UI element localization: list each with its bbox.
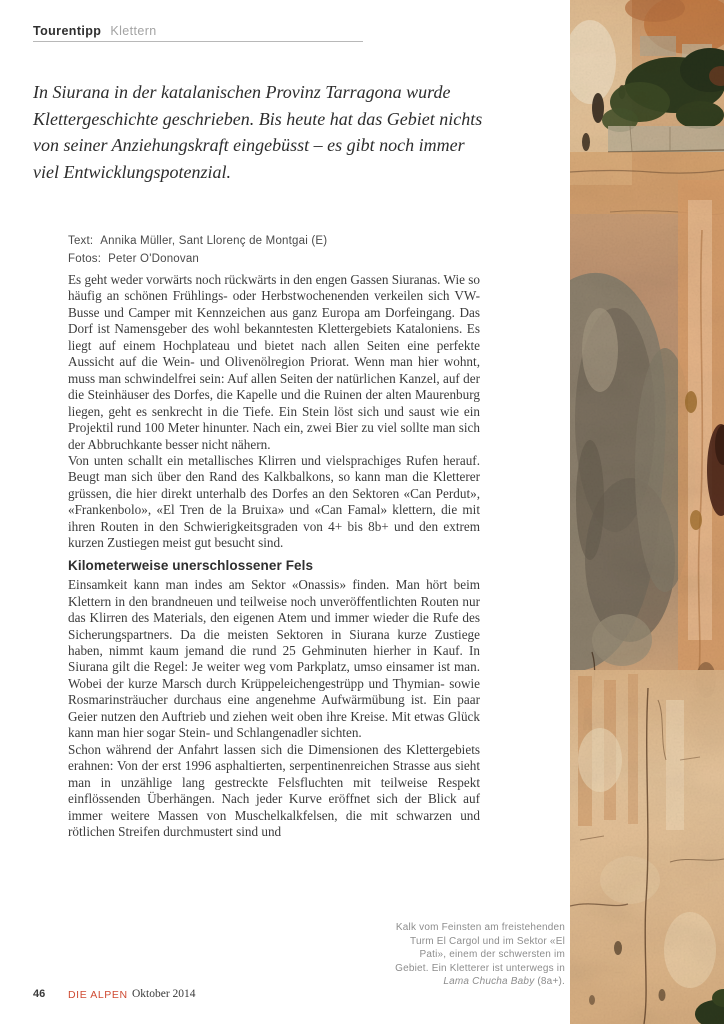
credit-fotos-line	[68, 251, 327, 269]
credit-text-label: Text:	[68, 235, 94, 247]
credit-text-value: Annika Müller, Sant Llorenç de Montgai (E)	[100, 235, 328, 247]
kicker-topic-label: Klettern	[110, 24, 157, 38]
body-paragraph-2: Von unten schallt ein metallisches Klirren und vielsprachiges Rufen herauf. Beugt man sich über den Rand des Kalkbalkons, so kann man die Kletterer grüssen, die hier direkt unterhalb des Dorfes an den Sektoren «Can Perdut», «Frankenbolo», «El Tren de la Bruixa» und «Can Famal» klettern, die mit ihren Routen in den Schwierigkeitsgraden von 4+ bis 8b+ und den extrem kurzen Zustiegen meist gut besucht sind.	[68, 452, 480, 551]
caption-text: Kalk vom Feinsten am freistehenden Turm El Cargol und im Sektor «El Pati», einem der schwersten im Gebiet. Ein Kletterer ist unterwegs in	[395, 922, 565, 974]
article-body	[68, 272, 480, 840]
kicker-rule	[33, 41, 363, 42]
caption-route-name: Lama Chucha Baby	[443, 976, 535, 987]
kicker	[33, 24, 157, 38]
body-paragraph-1: Es geht weder vorwärts noch rückwärts in den engen Gassen Siuranas. Wie so häufig an schönen Frühlings- oder Herbstwochenenden verkeilen sich VW-Busse und Camper mit Kennzeichen aus ganz Europa am Dorfeingang. Das Dorf ist Namensgeber des wohl bekanntesten Klettergebiets Kataloniens. Es liegt auf einem Hochplateau und bietet nach allen Seiten eine perfekte Aussicht auf die Wein- und Olivenölregion Priorat. Wenn man hier wohnt, muss man schwindelfrei sein: Auf allen Seiten der natürlichen Kanzel, auf der die Steinhäuser des Dorfes, die Kapelle und die Ruinen der alten Maurenburg liegen, geht es senkrecht in die Tiefe. Ein Stein löst sich und saust wie ein Projektil rund 100 Meter hinunter. Nach ein, zwei Bier zu viel sollte man sich der Abbruchkante besser nicht nähern.	[68, 272, 480, 452]
cliff-photo	[570, 0, 724, 1024]
footer-magazine-name: DIE ALPEN	[68, 988, 128, 1001]
credit-text-line	[68, 233, 327, 251]
lead-paragraph: In Siurana in der katalanischen Provinz Tarragona wurde Klettergeschichte geschrieben. Bis heute hat das Gebiet nichts von seiner Anziehungskraft eingebüsst – es gibt noch immer viel Entwicklungspotenzial.	[33, 82, 483, 182]
kicker-section-label: Tourentipp	[33, 24, 102, 38]
body-paragraph-3: Einsamkeit kann man indes am Sektor «Onassis» finden. Man hört beim Klettern in den brandneuen und teilweise noch unveröffentlichten Routen nur das Klirren des Materials, den eigenen Atem und immer wieder die Rufe des Sicherungspartners. Da die meisten Sektoren in Siurana kurze Zustiege haben, nimmt kaum jemand die rund 25 Gehminuten hierher in Kauf. In Siurana gilt die Regel: Je weiter weg vom Parkplatz, umso einsamer ist man. Wobei der kurze Marsch durch Krüppeleichengestrüpp und Thymian- sowie Rosmarinsträucher durchaus eine angenehme Aufwärmübung ist. Ein paar Geier nutzen den Auftrieb und ziehen weit oben ihre Kreise. Mit etwas Glück kann man hier sogar Stein- und Schlangenadler sichten.	[68, 577, 480, 741]
body-subheading: Kilometerweise unerschlossener Fels	[68, 557, 314, 573]
photo-caption	[393, 921, 565, 989]
credits	[68, 233, 327, 268]
footer-page-number: 46	[33, 988, 46, 1000]
caption-grade: (8a+).	[534, 976, 565, 987]
credit-fotos-label: Fotos:	[68, 252, 102, 265]
credit-fotos-value: Peter O'Donovan	[108, 252, 200, 265]
body-paragraph-4: Schon während der Anfahrt lassen sich die Dimensionen des Klettergebiets erahnen: Von der erst 1996 asphaltierten, serpentinenreichen Strasse aus sieht man in unzählige lang gestreckte Felsfluchten mit teilweise Respekt einflössenden Überhängen. Nach jeder Kurve eröffnet sich der Blick auf immer weitere Massen von Muschelkalkfelsen, die mit schwarzen und rötlichen Streifen durchmustert sind und	[68, 741, 480, 839]
cliff-photo-art	[570, 0, 724, 1024]
footer-issue-date: Oktober 2014	[132, 988, 196, 1000]
